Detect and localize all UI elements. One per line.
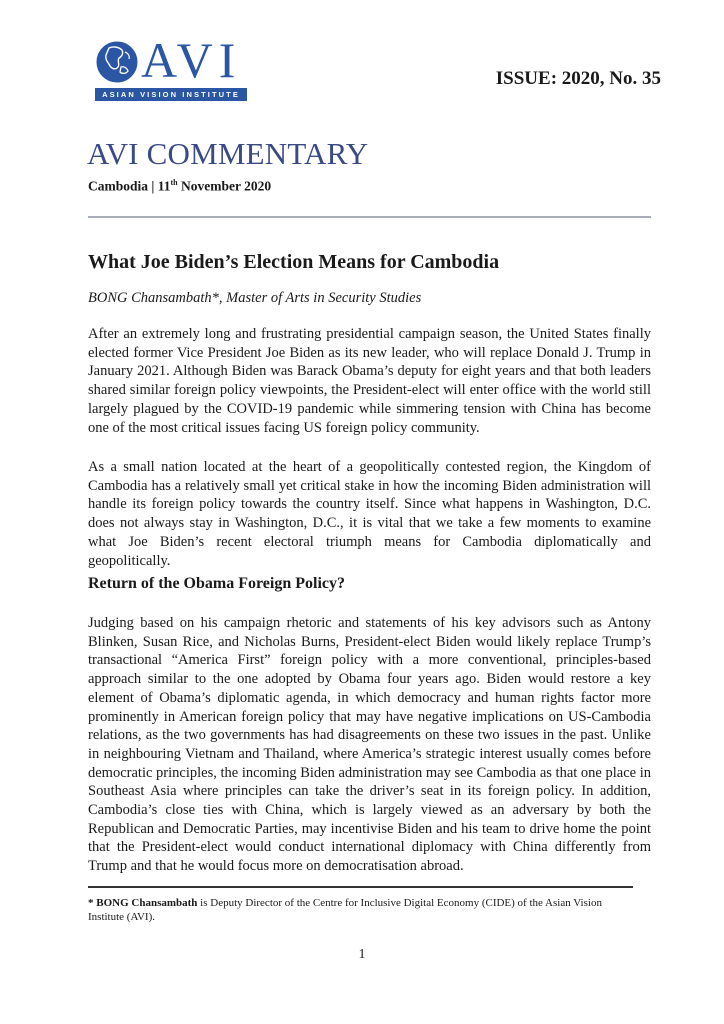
body-paragraph: Judging based on his campaign rhetoric and statements of his key advisors such as Antony Blinken, Susan Rice, and Nicholas Burns, President-elect Biden would likely replace Trump’s transactional “America First” foreign policy with a more conventional, principles-based approach similar to the one adopted by Obama four years ago. Biden would restore a key element of Obama’s diplomatic agenda, in which democracy and human rights factor more prominently in American foreign policy that may have negative implications on US-Cambodia relations, as the two governments has had disagreements on these two issues in the past. Unlike in neighbouring Vietnam and Thailand, where America’s strategic interest usually comes before democratic principles, the incoming Biden administration may see Cambodia as that one place in Southeast Asia where principles can take the driver’s seat in its foreign policy. In addition, Cambodia’s close ties with China, which is largely viewed as an adversary by both the Republican and Democratic Parties, may incentivise Biden and his team to drive home the point that the President-elect would conduct international diplomacy with China differently from Trump and that he would focus more on democratisation abroad. [88,615,651,875]
logo-wordmark: AVI [141,32,242,88]
header-divider [88,216,651,218]
article-byline: BONG Chansambath*, Master of Arts in Security Studies [88,290,422,306]
dateline [88,178,271,195]
logo-tagline: ASIAN VISION INSTITUTE [95,88,247,101]
section-heading: Return of the Obama Foreign Policy? [88,575,346,592]
dateline-day-suffix: th [170,178,178,187]
series-title: AVI COMMENTARY [87,136,369,171]
avi-logo [95,32,250,102]
body-paragraph: After an extremely long and frustrating presidential campaign season, the United States finally elected former Vice President Joe Biden as its new leader, who will replace Donald J. Trump in January 2021. Although Biden was Barack Obama’s deputy for eight years and that both leaders shared similar foreign policy viewpoints, the President-elect will enter office with the world still largely plagued by the COVID-19 pandemic while simmering tension with China has become one of the most critical issues facing US foreign policy community. [88,326,651,436]
article-title: What Joe Biden’s Election Means for Cambodia [88,251,500,273]
globe-icon [95,40,139,84]
dateline-location: Cambodia | [88,178,158,194]
dateline-month-year: November 2020 [177,178,272,194]
issue-number: ISSUE: 2020, No. 35 [495,68,661,89]
footnote-marker: * [88,897,97,909]
footnote-author-name: BONG Chansambath [96,897,198,909]
footnote-divider [88,886,633,888]
dateline-day: 11 [157,178,171,194]
footnote-text: is Deputy Director of the Centre for Inclusive Digital Economy (CIDE) of the Asian Vision Institute (AVI). [88,897,602,923]
footnote [88,896,608,924]
body-paragraph: As a small nation located at the heart of a geopolitically contested region, the Kingdom of Cambodia has a relatively small yet critical stake in how the incoming Biden administration will handle its foreign policy towards the country itself. Since what happens in Washington, D.C. does not always stay in Washington, D.C., it is vital that we take a few moments to examine what Joe Biden’s recent electoral triumph means for Cambodia diplomatically and geopolitically. [88,459,651,569]
page-number: 1 [358,947,366,962]
